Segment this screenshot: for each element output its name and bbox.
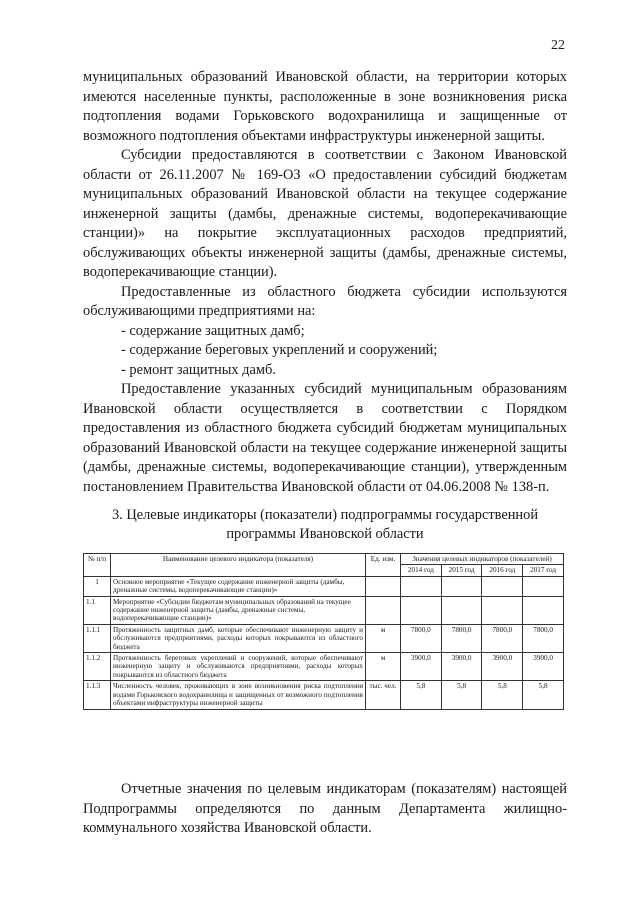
- cell-num: 1: [84, 576, 111, 596]
- cell-name: Численность человек, проживающих в зоне возникновения риска подтопления водами Горьковского водохранилища и защищенных от возможного подтопления объектами инфраструктуры инженерной защиты: [111, 681, 366, 709]
- cell-value: [401, 576, 442, 596]
- cell-value: 3900,0: [482, 653, 523, 681]
- table-row: [84, 681, 564, 709]
- table-row: [84, 624, 564, 652]
- body-text: [83, 68, 567, 497]
- page-number: 22: [551, 38, 565, 53]
- paragraph-subsidies-law: Субсидии предоставляются в соответствии с Законом Ивановской области от 26.11.2007 № 169-ОЗ «О предоставлении субсидий бюджетам муниципальных образований Ивановской области на текущее содержание инженерной защиты (дамбы, дренажные системы, водоперекачивающие станции)» на покрытие эксплуатационных расходов предприятий, обслуживающих объекты инженерной защиты (дамбы, дренажные системы, водоперекачивающие станции).: [83, 147, 567, 280]
- cell-name: Мероприятие «Субсидии бюджетам муниципальных образований на текущее содержание инженерной защиты (дамбы, дренажные системы, водоперекачивающие станции)»: [111, 596, 366, 624]
- table-row: [84, 576, 564, 596]
- cell-value: 5,8: [401, 681, 442, 709]
- cell-value: 7800,0: [523, 624, 564, 652]
- paragraph-subsidies-use: Предоставленные из областного бюджета субсидии используются обслуживающими предприятиями на:: [83, 283, 567, 319]
- cell-value: [523, 576, 564, 596]
- cell-value: 5,8: [482, 681, 523, 709]
- paragraph-continuation: муниципальных образований Ивановской области, на территории которых имеются населенные пункты, расположенные в зоне возникновения риска подтопления водами Горьковского водохранилища и защищенные от возможного подтопления объектами инфраструктуры инженерной защиты.: [83, 69, 567, 144]
- cell-num: 1.1.2: [84, 653, 111, 681]
- cell-value: [482, 596, 523, 624]
- header-values-group: Значения целевых индикаторов (показателей): [401, 554, 564, 565]
- indicators-table: [83, 553, 564, 710]
- header-year: 2015 год: [441, 565, 482, 576]
- section-title: 3. Целевые индикаторы (показатели) подпрограммы государственной программы Ивановской области: [111, 507, 539, 542]
- table-row: [84, 596, 564, 624]
- cell-unit: [366, 576, 401, 596]
- cell-value: [401, 596, 442, 624]
- cell-unit: м: [366, 653, 401, 681]
- cell-unit: тыс. чел.: [366, 681, 401, 709]
- cell-value: 3900,0: [523, 653, 564, 681]
- header-year: 2017 год: [523, 565, 564, 576]
- cell-name: Протяженность защитных дамб, которые обеспечивают инженерную защиту и обслуживаются предприятиями, расходы которых покрываются из областного бюджета: [111, 624, 366, 652]
- cell-name: Протяженность береговых укреплений и сооружений, которые обеспечивают инженерную защиту и обслуживаются предприятиями, расходы которых покрываются из областного бюджета: [111, 653, 366, 681]
- cell-num: 1.1: [84, 596, 111, 624]
- cell-name: Основное мероприятие «Текущее содержание инженерной защиты (дамбы, дренажные системы, водоперекачивающие станции)»: [111, 576, 366, 596]
- cell-value: 3900,0: [441, 653, 482, 681]
- header-unit: Ед. изм.: [366, 554, 401, 577]
- header-year: 2014 год: [401, 565, 442, 576]
- list-item: - содержание береговых укреплений и сооружений;: [121, 342, 438, 358]
- paragraph-procedure: Предоставление указанных субсидий муниципальным образованиям Ивановской области осуществляется в соответствии с Порядком предоставления из областного бюджета субсидий бюджетам муниципальных образований Ивановской области на текущее содержание инженерной защиты (дамбы, дренажные системы, водоперекачивающие станции), утвержденным постановлением Правительства Ивановской области от 04.06.2008 № 138-п.: [83, 381, 567, 495]
- cell-value: [441, 596, 482, 624]
- header-num: № п/п: [84, 554, 111, 577]
- list-item: - ремонт защитных дамб.: [121, 361, 276, 378]
- table-row: [84, 653, 564, 681]
- cell-unit: м: [366, 624, 401, 652]
- cell-value: [523, 596, 564, 624]
- paragraph-reporting: Отчетные значения по целевым индикаторам (показателям) настоящей Подпрограммы определяются по данным Департамента жилищно-коммунального хозяйства Ивановской области.: [83, 781, 567, 836]
- cell-unit: [366, 596, 401, 624]
- cell-value: 5,8: [441, 681, 482, 709]
- cell-num: 1.1.1: [84, 624, 111, 652]
- cell-value: 3900,0: [401, 653, 442, 681]
- cell-value: [482, 576, 523, 596]
- cell-value: 5,8: [523, 681, 564, 709]
- cell-value: [441, 576, 482, 596]
- cell-value: 7800,0: [441, 624, 482, 652]
- cell-value: 7800,0: [401, 624, 442, 652]
- header-year: 2016 год: [482, 565, 523, 576]
- header-name: Наименование целевого индикатора (показателя): [111, 554, 366, 577]
- closing-text: [83, 780, 567, 839]
- cell-num: 1.1.3: [84, 681, 111, 709]
- table-header-row: [84, 554, 564, 565]
- cell-value: 7800,0: [482, 624, 523, 652]
- list-item: - содержание защитных дамб;: [121, 322, 305, 339]
